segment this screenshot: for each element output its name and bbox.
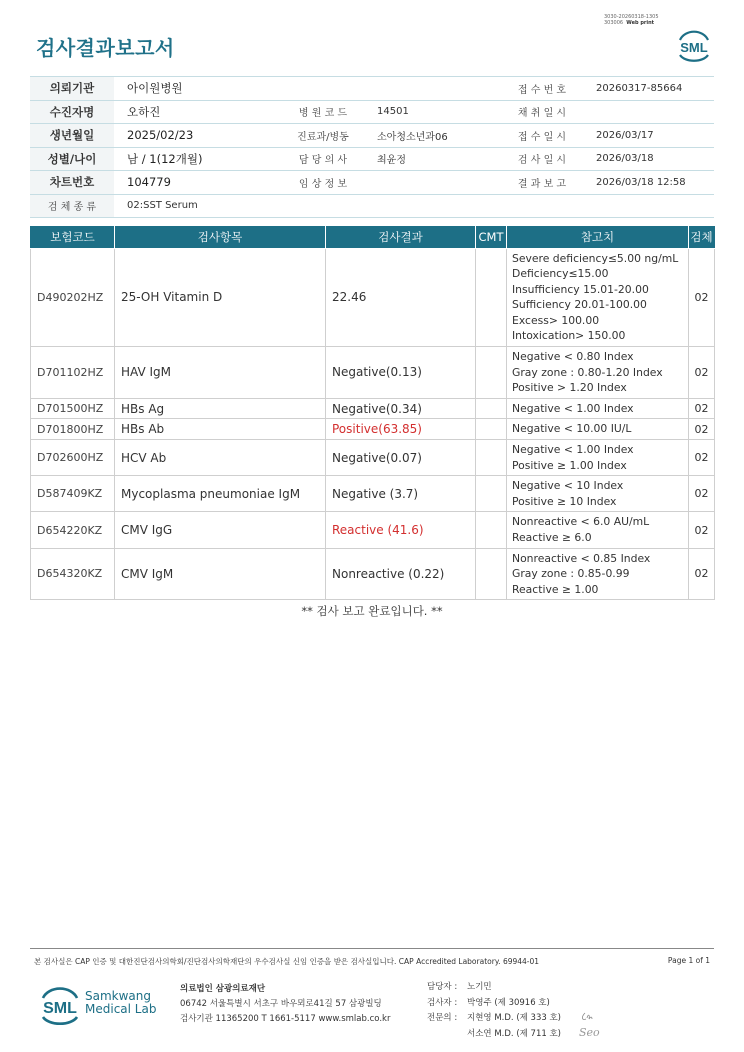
info-label: 담 당 의 사 xyxy=(282,147,364,171)
specimen-code: 02 xyxy=(689,476,715,512)
reference-line: Positive ≥ 10 Index xyxy=(512,494,617,508)
org-name: 의료법인 삼광의료재단 xyxy=(180,984,266,994)
reference-line: Negative < 0.80 Index xyxy=(512,350,634,364)
page-title: 검사결과보고서 xyxy=(36,36,175,60)
brand-line2: Medical Lab xyxy=(85,1002,157,1016)
info-label: 차트번호 xyxy=(30,171,114,195)
insurance-code: D654220KZ xyxy=(31,512,115,548)
test-result: Negative(0.13) xyxy=(326,347,476,399)
test-result: Positive(63.85) xyxy=(326,419,476,440)
samkwang-logo-icon xyxy=(36,982,84,1026)
column-header: 보험코드 xyxy=(31,226,115,248)
org-address: 06742 서울특별시 서초구 바우뫼로41길 57 삼광빌딩 xyxy=(180,999,382,1009)
staff-name: 노기민 xyxy=(467,982,492,992)
report-print-code xyxy=(604,14,659,26)
cmt-cell xyxy=(476,476,507,512)
column-header: 참고치 xyxy=(507,226,689,248)
info-label: 결 과 보 고 xyxy=(501,171,583,195)
cmt-cell xyxy=(476,548,507,600)
reference-line: Nonreactive < 0.85 Index xyxy=(512,551,651,565)
print-code-line2: 303006 xyxy=(604,20,624,26)
info-label: 임 상 정 보 xyxy=(282,171,364,195)
info-label: 생년월일 xyxy=(30,124,114,148)
table-row xyxy=(31,419,715,440)
test-item: Mycoplasma pneumoniae IgM xyxy=(115,476,326,512)
sml-logo-icon xyxy=(674,26,714,62)
test-item: 25-OH Vitamin D xyxy=(115,248,326,347)
cmt-cell xyxy=(476,347,507,399)
svg-text:SML: SML xyxy=(43,1000,77,1017)
info-label: 성별/나이 xyxy=(30,147,114,171)
info-value: 20260317-85664 xyxy=(583,77,714,101)
staff-name: 서소연 M.D. (제 711 호) xyxy=(467,1028,562,1039)
staff-role: 담당자 : xyxy=(427,982,458,992)
reference-range xyxy=(507,248,689,347)
print-code-line1: 3030-20260318-1305 xyxy=(604,14,659,20)
specimen-label: 검 체 종 류 xyxy=(30,194,114,218)
cmt-cell xyxy=(476,440,507,476)
test-item: HBs Ab xyxy=(115,419,326,440)
table-row xyxy=(31,512,715,548)
specimen-code: 02 xyxy=(689,398,715,419)
column-header: CMT xyxy=(476,226,507,248)
reference-range xyxy=(507,512,689,548)
report-complete-message: ** 검사 보고 완료입니다. ** xyxy=(301,604,443,618)
svg-text:SML: SML xyxy=(680,40,708,55)
insurance-code: D701102HZ xyxy=(31,347,115,399)
reference-line: Negative < 10.00 IU/L xyxy=(512,422,632,436)
info-row xyxy=(30,147,714,171)
results-table xyxy=(30,226,715,600)
reference-line: Insufficiency 15.01-20.00 xyxy=(512,282,649,296)
insurance-code: D701500HZ xyxy=(31,398,115,419)
reference-line: Sufficiency 20.01-100.00 xyxy=(512,298,647,312)
reference-line: Positive > 1.20 Index xyxy=(512,381,627,395)
info-value: 최윤정 xyxy=(364,147,501,171)
staff-role: 전문의 : xyxy=(427,1013,458,1023)
test-result: Nonreactive (0.22) xyxy=(326,548,476,600)
info-label: 접 수 일 시 xyxy=(501,124,583,148)
table-row xyxy=(31,548,715,600)
reference-range xyxy=(507,398,689,419)
info-label: 수진자명 xyxy=(30,100,114,124)
info-value: 2026/03/18 xyxy=(583,147,714,171)
brand-name xyxy=(85,990,156,1016)
insurance-code: D654320KZ xyxy=(31,548,115,600)
specimen-code: 02 xyxy=(689,548,715,600)
reference-line: Gray zone : 0.85-0.99 xyxy=(512,567,630,581)
table-row xyxy=(31,398,715,419)
info-value: 14501 xyxy=(364,100,501,124)
patient-info-table xyxy=(30,76,714,218)
info-row xyxy=(30,77,714,101)
info-value xyxy=(364,171,501,195)
table-row xyxy=(31,440,715,476)
specimen-code: 02 xyxy=(689,347,715,399)
test-item: HAV IgM xyxy=(115,347,326,399)
info-row-specimen xyxy=(30,194,714,218)
table-row xyxy=(31,248,715,347)
cmt-cell xyxy=(476,512,507,548)
info-value: 아이원병원 xyxy=(114,77,282,101)
reference-line: Nonreactive < 6.0 AU/mL xyxy=(512,515,650,529)
info-label: 병 원 코 드 xyxy=(282,100,364,124)
specimen-code: 02 xyxy=(689,419,715,440)
organization-info xyxy=(180,982,390,1027)
info-label: 진료과/병동 xyxy=(282,124,364,148)
reference-line: Positive ≥ 1.00 Index xyxy=(512,458,627,472)
specimen-value: 02:SST Serum xyxy=(114,194,714,218)
signature-icon xyxy=(576,1008,610,1042)
test-result: Negative(0.34) xyxy=(326,398,476,419)
staff-entry xyxy=(427,1011,561,1027)
info-value: 소아청소년과06 xyxy=(364,124,501,148)
reference-range xyxy=(507,440,689,476)
reference-line: Reactive ≥ 1.00 xyxy=(512,582,599,596)
reference-line: Deficiency≤15.00 xyxy=(512,267,609,281)
test-item: HCV Ab xyxy=(115,440,326,476)
info-value: 오하진 xyxy=(114,100,282,124)
reference-line: Negative < 10 Index xyxy=(512,479,624,493)
specimen-code: 02 xyxy=(689,512,715,548)
table-row xyxy=(31,476,715,512)
reference-range xyxy=(507,548,689,600)
cmt-cell xyxy=(476,398,507,419)
cmt-cell xyxy=(476,419,507,440)
reference-line: Reactive ≥ 6.0 xyxy=(512,531,592,544)
cmt-cell xyxy=(476,248,507,347)
reference-range xyxy=(507,476,689,512)
info-value xyxy=(583,100,714,124)
page-number: Page 1 of 1 xyxy=(667,956,710,965)
info-value: 2026/03/17 xyxy=(583,124,714,148)
info-value: 2025/02/23 xyxy=(114,124,282,148)
brand-line1: Samkwang xyxy=(85,989,151,1003)
insurance-code: D702600HZ xyxy=(31,440,115,476)
staff-entry xyxy=(427,980,561,996)
reference-line: Severe deficiency≤5.00 ng/mL xyxy=(512,251,679,265)
staff-role: 검사자 : xyxy=(427,997,458,1008)
info-label: 접 수 번 호 xyxy=(501,77,583,101)
insurance-code: D490202HZ xyxy=(31,248,115,347)
reference-line: Negative < 1.00 Index xyxy=(512,401,634,415)
staff-name: 박영주 (제 30916 호) xyxy=(467,997,550,1008)
test-result: Negative(0.07) xyxy=(326,440,476,476)
svg-text:Seo: Seo xyxy=(579,1026,600,1039)
test-result: Reactive (41.6) xyxy=(326,512,476,548)
info-value xyxy=(364,77,501,101)
staff-entry xyxy=(427,996,561,1012)
reference-range xyxy=(507,347,689,399)
info-label: 검 사 일 시 xyxy=(501,147,583,171)
info-value: 104779 xyxy=(114,171,282,195)
info-value: 2026/03/18 12:58 xyxy=(583,171,714,195)
insurance-code: D587409KZ xyxy=(31,476,115,512)
specimen-code: 02 xyxy=(689,440,715,476)
info-row xyxy=(30,124,714,148)
insurance-code: D701800HZ xyxy=(31,419,115,440)
column-header: 검사항목 xyxy=(115,226,326,248)
table-row xyxy=(31,347,715,399)
column-header: 검사결과 xyxy=(326,226,476,248)
org-contact: 검사기관 11365200 T 1661-5117 www.smlab.co.kr xyxy=(180,1014,391,1024)
reference-line: Excess> 100.00 xyxy=(512,313,600,327)
info-label xyxy=(282,77,364,101)
reference-line: Negative < 1.00 Index xyxy=(512,443,634,457)
staff-list xyxy=(427,980,561,1042)
reference-line: Gray zone : 0.80-1.20 Index xyxy=(512,365,663,379)
accreditation-note: 본 검사실은 CAP 인증 및 대한진단검사의학회/진단검사의학재단의 우수검사실 신임 인증을 받은 검사실입니다. CAP Accredited Laboratory. 69944-01 xyxy=(34,957,540,966)
info-label: 의뢰기관 xyxy=(30,77,114,101)
info-row xyxy=(30,171,714,195)
print-code-tag: Web print xyxy=(626,20,655,26)
info-label: 채 취 일 시 xyxy=(501,100,583,124)
test-result: Negative (3.7) xyxy=(326,476,476,512)
test-result: 22.46 xyxy=(326,248,476,347)
staff-name: 지현영 M.D. (제 333 호) xyxy=(467,1013,562,1023)
reference-range xyxy=(507,419,689,440)
test-item: CMV IgM xyxy=(115,548,326,600)
column-header: 검체 xyxy=(689,226,715,248)
footer-divider xyxy=(30,948,714,949)
staff-entry xyxy=(427,1027,561,1043)
test-item: CMV IgG xyxy=(115,512,326,548)
test-item: HBs Ag xyxy=(115,398,326,419)
info-row xyxy=(30,100,714,124)
info-value: 남 / 1(12개월) xyxy=(114,147,282,171)
reference-line: Intoxication> 150.00 xyxy=(512,329,626,343)
specimen-code: 02 xyxy=(689,248,715,347)
